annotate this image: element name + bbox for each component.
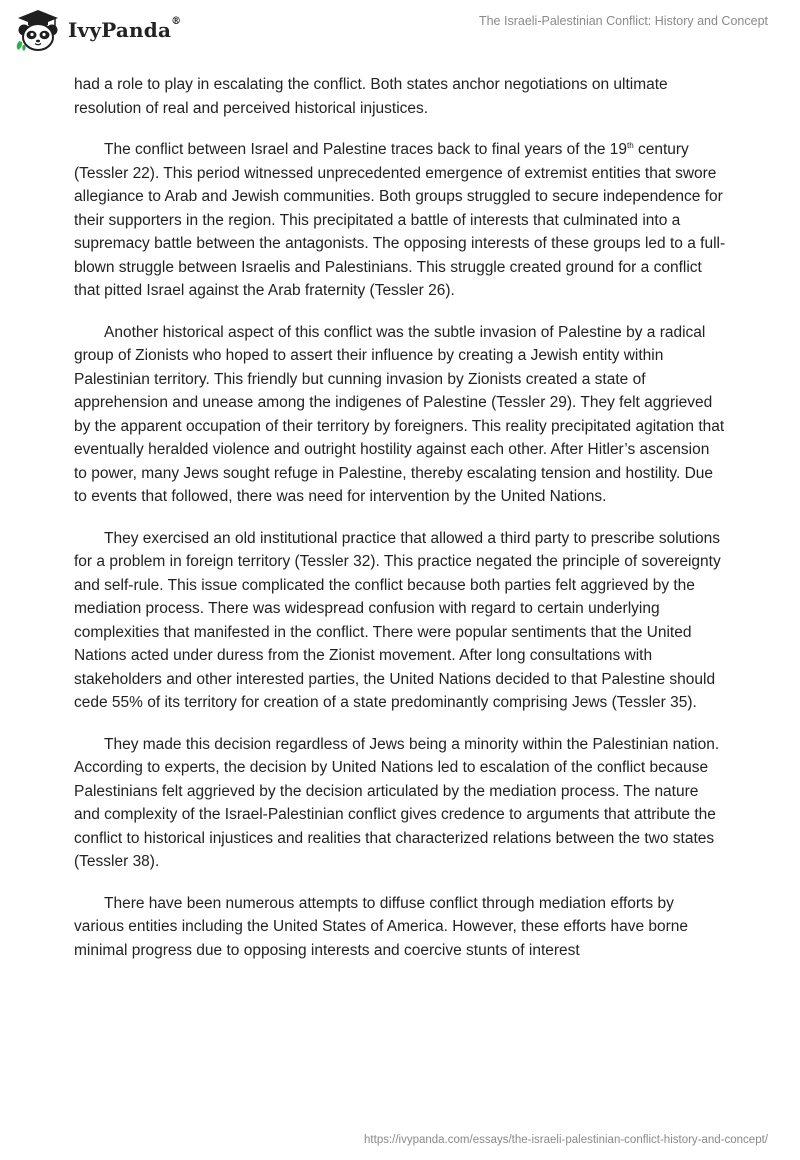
paragraph: Another historical aspect of this conflict was the subtle invasion of Palestine by a radical group of Zionists who hoped to assert their influence by creating a Jewish entity within Palestinian territory. This friendly but cunning invasion by Zionists created a state of apprehension and unease among the indigenes of Palestine (Tessler 29). They felt aggrieved by the apparent occupation of their territory by foreigners. This reality precipitated agitation that eventually heralded violence and outright hostility against each other. After Hitler’s ascension to power, many Jews sought refuge in Palestine, thereby escalating tension and hostility. Due to events that followed, there was need for intervention by the United Nations. — [74, 323, 725, 505]
superscript: th — [627, 140, 634, 150]
paragraph: The conflict between Israel and Palestine traces back to final years of the 19th century (Tessler 22). This period witnessed unprecedented emergence of extremist entities that swore allegiance to Arab and Jewish communities. Both groups struggled to secure independence for their supporters in the region. This precipitated a battle of interests that culminated into a supremacy battle between the antagonists. The opposing interests of these groups led to a full-blown struggle between Israelis and Palestinians. This struggle created ground for a conflict that pitted Israel against the Arab fraternity (Tessler 26). — [74, 140, 726, 299]
page-header — [0, 0, 800, 60]
paragraph: They made this decision regardless of Jews being a minority within the Palestinian nation. According to experts, the decision by United Nations led to escalation of the conflict because Palestinians felt aggrieved by the decision articulated by the mediation process. The nature and complexity of the Israel-Palestinian conflict gives credence to arguments that attribute the conflict to historical injustices and realities that characterized relations between the two states (Tessler 38). — [74, 735, 720, 870]
paragraph: They exercised an old institutional practice that allowed a third party to prescribe solutions for a problem in foreign territory (Tessler 32). This practice negated the principle of sovereignty and self-rule. This issue complicated the conflict because both parties felt aggrieved by the mediation process. There was widespread confusion with regard to certain underlying complexities that manifested in the conflict. There were popular sentiments that the United Nations acted under duress from the Zionist movement. After long consultations with stakeholders and other interested parties, the United Nations decided to that Palestine should cede 55% of its territory for creation of a state predominantly comprising Jews (Tessler 35). — [74, 529, 721, 711]
panda-graduate-icon — [14, 8, 62, 52]
brand-logo[interactable] — [14, 8, 181, 52]
paragraph: There have been numerous attempts to diffuse conflict through mediation efforts by various entities including the United States of America. However, these efforts have borne minimal progress due to opposing interests and coercive stunts of interest — [74, 894, 689, 959]
source-url-link[interactable]: https://ivypanda.com/essays/the-israeli-palestinian-conflict-history-and-concept/ — [364, 1134, 768, 1146]
paragraph: had a role to play in escalating the conflict. Both states anchor negotiations on ultimate resolution of real and perceived historical injustices. — [74, 76, 668, 117]
registered-mark: ® — [171, 16, 182, 27]
essay-body — [74, 73, 726, 980]
document-title: The Israeli-Palestinian Conflict: History and Concept — [478, 14, 768, 28]
brand-name: IvyPanda® — [68, 16, 182, 42]
